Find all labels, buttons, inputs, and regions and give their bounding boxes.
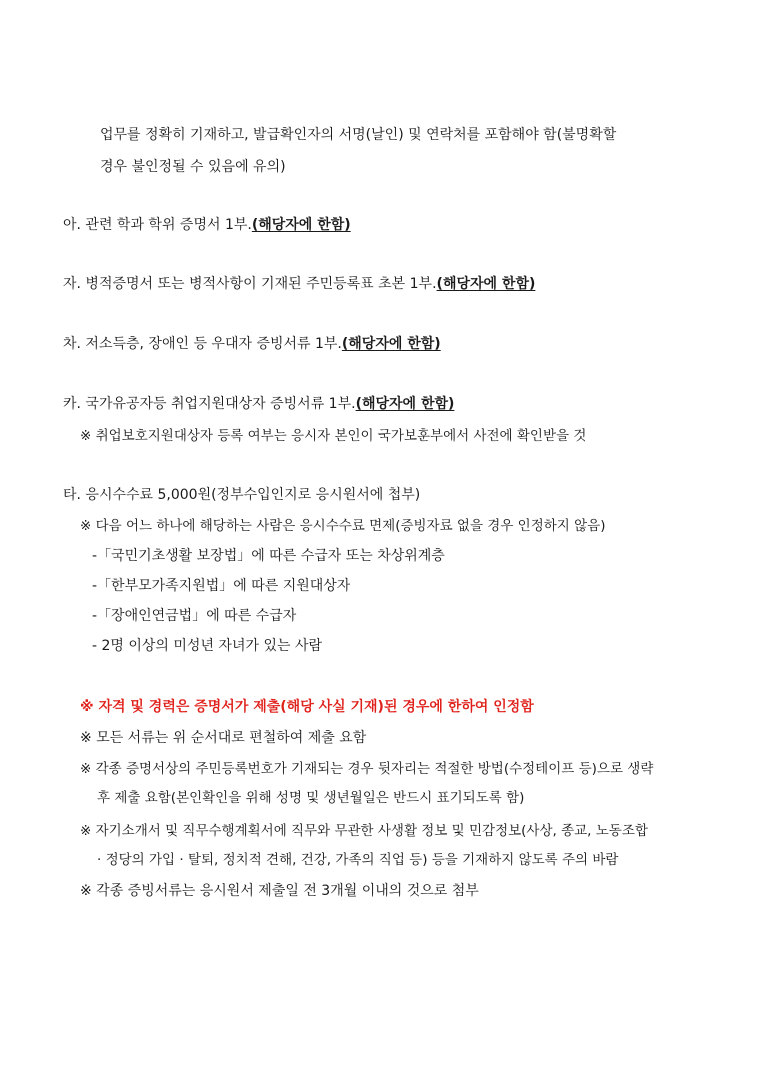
item-ka [63, 394, 454, 414]
item-cha-text: 차. 저소득층, 장애인 등 우대자 증빙서류 1부. [63, 336, 342, 352]
note-id-number-cont: 후 제출 요함(본인확인을 위해 성명 및 생년월일은 반드시 표기되도록 함) [97, 790, 525, 806]
qualification-warning: ※ 자격 및 경력은 증명서가 제출(해당 사실 기재)된 경우에 한하여 인정함 [80, 699, 534, 715]
intro-line-1: 업무를 정확히 기재하고, 발급확인자의 서명(날인) 및 연락처를 포함해야 함(불명확할 [100, 127, 617, 143]
item-a [63, 215, 351, 235]
note-id-number: ※ 각종 증명서상의 주민등록번호가 기재되는 경우 뒷자리는 적절한 방법(수정테이프 등)으로 생략 [80, 761, 654, 777]
item-ka-note: (해당자에 한함) [355, 396, 455, 412]
item-cha-note: (해당자에 한함) [341, 336, 441, 352]
list-item: - 2명 이상의 미성년 자녀가 있는 사람 [92, 638, 322, 654]
list-item: -「국민기초생활 보장법」에 따른 수급자 또는 차상위계층 [92, 548, 445, 564]
list-item: -「장애인연금법」에 따른 수급자 [92, 608, 297, 624]
item-ka-text: 카. 국가유공자등 취업지원대상자 증빙서류 1부. [63, 396, 356, 412]
item-ta-sub: ※ 다음 어느 하나에 해당하는 사람은 응시수수료 면제(증빙자료 없을 경우 인정하지 않음) [80, 518, 606, 534]
list-item: -「한부모가족지원법」에 따른 지원대상자 [92, 578, 351, 594]
item-ta: 타. 응시수수료 5,000원(정부수입인지로 응시원서에 첩부) [63, 487, 421, 503]
note-privacy-cont: · 정당의 가입 · 탈퇴, 정치적 견해, 건강, 가족의 직업 등) 등을 기재하지 않도록 주의 바람 [97, 852, 619, 868]
item-a-note: (해당자에 한함) [251, 217, 351, 233]
item-ja [63, 274, 535, 294]
note-validity: ※ 각종 증빙서류는 응시원서 제출일 전 3개월 이내의 것으로 첨부 [80, 883, 479, 899]
item-ja-note: (해당자에 한함) [436, 276, 536, 292]
item-ja-text: 자. 병적증명서 또는 병적사항이 기재된 주민등록표 초본 1부. [63, 276, 437, 292]
intro-line-2: 경우 불인정될 수 있음에 유의) [100, 159, 286, 175]
note-order: ※ 모든 서류는 위 순서대로 편철하여 제출 요함 [80, 730, 367, 746]
item-a-text: 아. 관련 학과 학위 증명서 1부. [63, 217, 252, 233]
note-privacy: ※ 자기소개서 및 직무수행계획서에 직무와 무관한 사생활 정보 및 민감정보(사상, 종교, 노동조합 [80, 823, 648, 839]
item-cha [63, 334, 441, 354]
item-ka-sub: ※ 취업보호지원대상자 등록 여부는 응시자 본인이 국가보훈부에서 사전에 확인받을 것 [80, 428, 587, 444]
